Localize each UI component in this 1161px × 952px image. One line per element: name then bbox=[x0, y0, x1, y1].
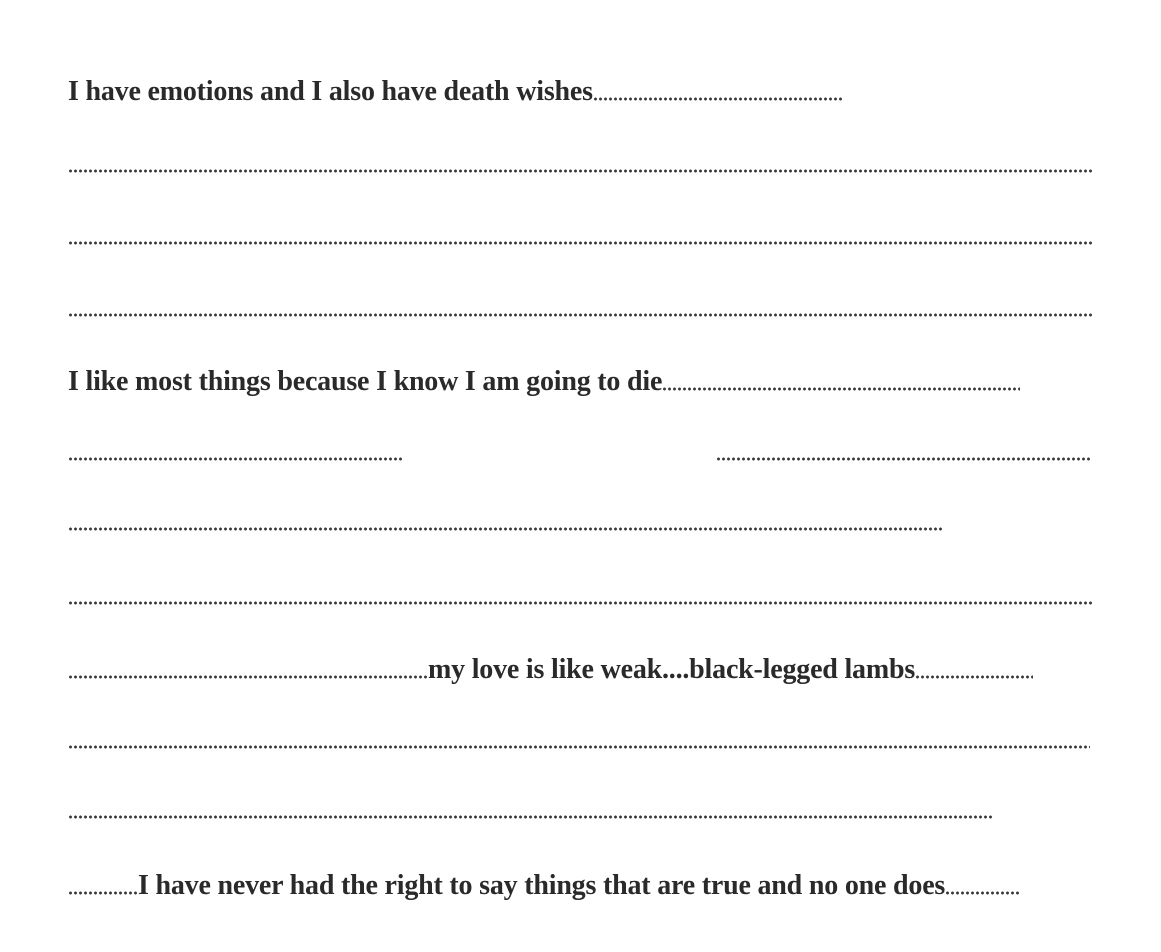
line-2 bbox=[68, 138, 1094, 178]
line-9 bbox=[68, 644, 1094, 684]
line-8 bbox=[68, 570, 1094, 610]
line-1-text: I have emotions and I also have death wishes bbox=[68, 76, 593, 107]
dotted-leader bbox=[662, 387, 1020, 391]
line-1 bbox=[68, 66, 898, 106]
dotted-line bbox=[68, 601, 1094, 605]
line-5-text: I like most things because I know I am going to die bbox=[68, 366, 663, 397]
line-3 bbox=[68, 210, 1094, 250]
line-6-left bbox=[68, 426, 403, 466]
line-11 bbox=[68, 784, 993, 824]
line-6-right bbox=[716, 426, 1090, 466]
dotted-line bbox=[716, 457, 1090, 461]
line-7 bbox=[68, 496, 942, 536]
line-9-text: my love is like weak....black-legged lambs bbox=[428, 654, 916, 685]
dotted-line bbox=[68, 815, 993, 819]
dotted-line bbox=[68, 313, 1094, 317]
line-10 bbox=[68, 714, 1090, 754]
line-4 bbox=[68, 282, 1094, 322]
dotted-line bbox=[68, 527, 942, 531]
dotted-leader bbox=[593, 97, 843, 101]
line-12-text: I have never had the right to say things that are true and no one does bbox=[138, 870, 946, 901]
line-5 bbox=[68, 356, 1078, 396]
dotted-leader bbox=[915, 675, 1033, 679]
dotted-line bbox=[68, 169, 1094, 173]
dotted-lead bbox=[68, 675, 428, 679]
dotted-line bbox=[68, 745, 1090, 749]
line-12 bbox=[68, 860, 1098, 900]
dotted-lead bbox=[68, 891, 138, 895]
dotted-line bbox=[68, 457, 403, 461]
dotted-leader bbox=[945, 891, 1021, 895]
dotted-line bbox=[68, 241, 1094, 245]
